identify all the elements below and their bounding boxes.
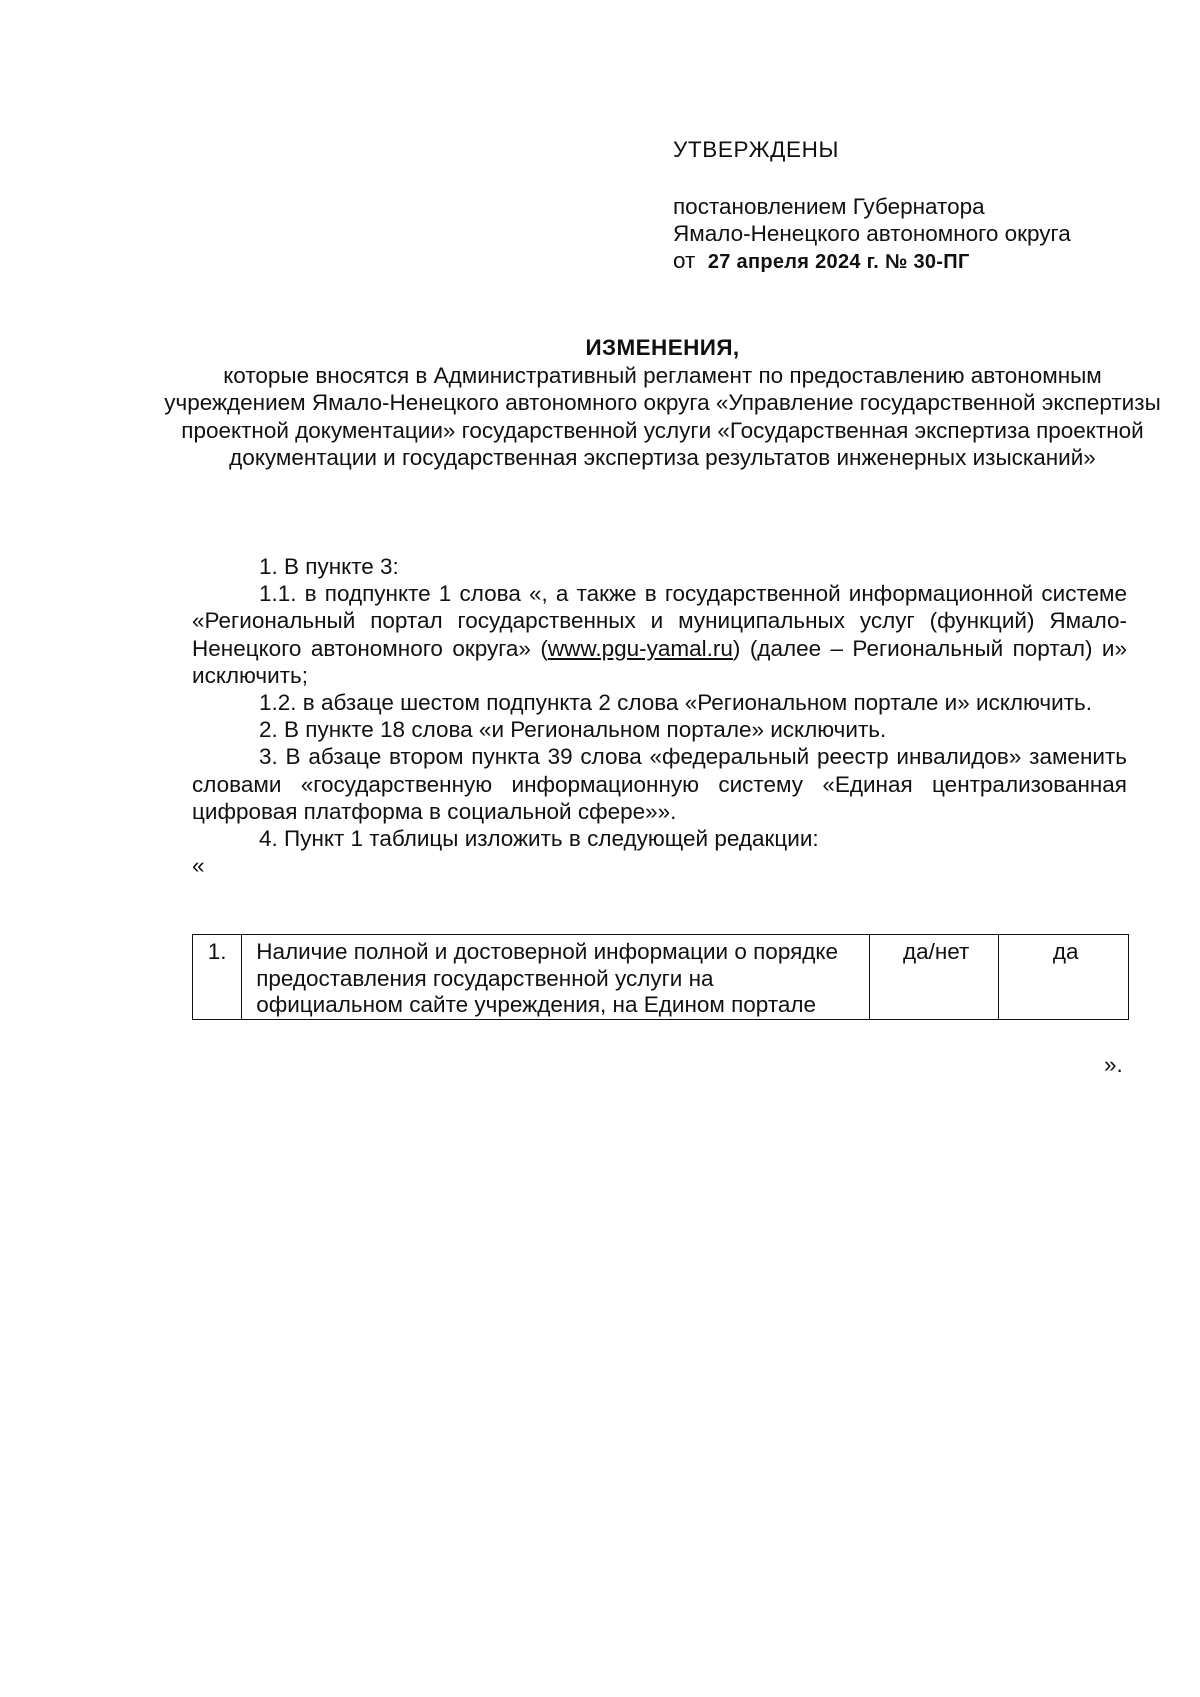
approval-date-value: 27 апреля 2024 г. № 30-ПГ: [707, 251, 970, 273]
row-type-cell: да/нет: [869, 935, 999, 1020]
paragraph-1-1-text-start: 1.1. в подпункте 1 слова «, а также в государственной информационной системе «Региональный портал государственных и муниципальных услуг (функций) Ямало-Ненецкого автономного округа» (: [192, 581, 1127, 661]
paragraph-1-2: 1.2. в абзаце шестом подпункта 2 слова «Региональном портале и» исключить.: [259, 690, 1092, 716]
approval-line-2: Ямало-Ненецкого автономного округа: [673, 221, 1071, 246]
amendments-body: [192, 553, 1127, 879]
approval-date-line: [673, 247, 1173, 276]
approval-date-prefix: от: [673, 248, 696, 273]
heading-subtitle: которые вносятся в Административный регламент по предоставлению автономным учреждением Ямало-Ненецкого автономного округа «Управление государственной экспертизы проектной документации» государственной услуги «Государственная экспертиза проектной документации и государственная экспертиза результатов инженерных изысканий»: [164, 362, 1161, 470]
row-number-cell: 1.: [193, 935, 242, 1020]
paragraph-1-1-text-end: ) (далее – Региональный портал) и» исключить;: [192, 635, 1127, 688]
document-heading: [150, 334, 1175, 472]
paragraph-2: 2. В пункте 18 слова «и Региональном портале» исключить.: [259, 717, 887, 743]
open-quote: «: [192, 853, 205, 879]
table-row: [193, 935, 1129, 1020]
row-text-cell: Наличие полной и достоверной информации о порядке предоставления государственной услуги на официальном сайте учреждения, на Едином портале: [242, 935, 870, 1020]
approval-line-1: постановлением Губернатора: [673, 194, 985, 219]
paragraph-1: 1. В пункте 3:: [259, 554, 399, 579]
amendment-table: [192, 934, 1129, 1020]
portal-link[interactable]: www.pgu-yamal.ru: [547, 635, 733, 661]
paragraph-4: 4. Пункт 1 таблицы изложить в следующей редакции:: [259, 826, 819, 852]
approval-block: [673, 136, 1173, 276]
paragraph-1-1: [192, 580, 1127, 689]
heading-title: ИЗМЕНЕНИЯ,: [585, 335, 740, 360]
approval-title: УТВЕРЖДЕНЫ: [673, 137, 839, 162]
close-quote: ».: [1104, 1052, 1123, 1077]
amendment-table-wrap: [192, 934, 1129, 1020]
row-value-cell: да: [999, 935, 1129, 1020]
paragraph-3: 3. В абзаце втором пункта 39 слова «федеральный реестр инвалидов» заменить словами «государственную информационную систему «Единая централизованная цифровая платформа в социальной сфере»».: [192, 744, 1127, 824]
